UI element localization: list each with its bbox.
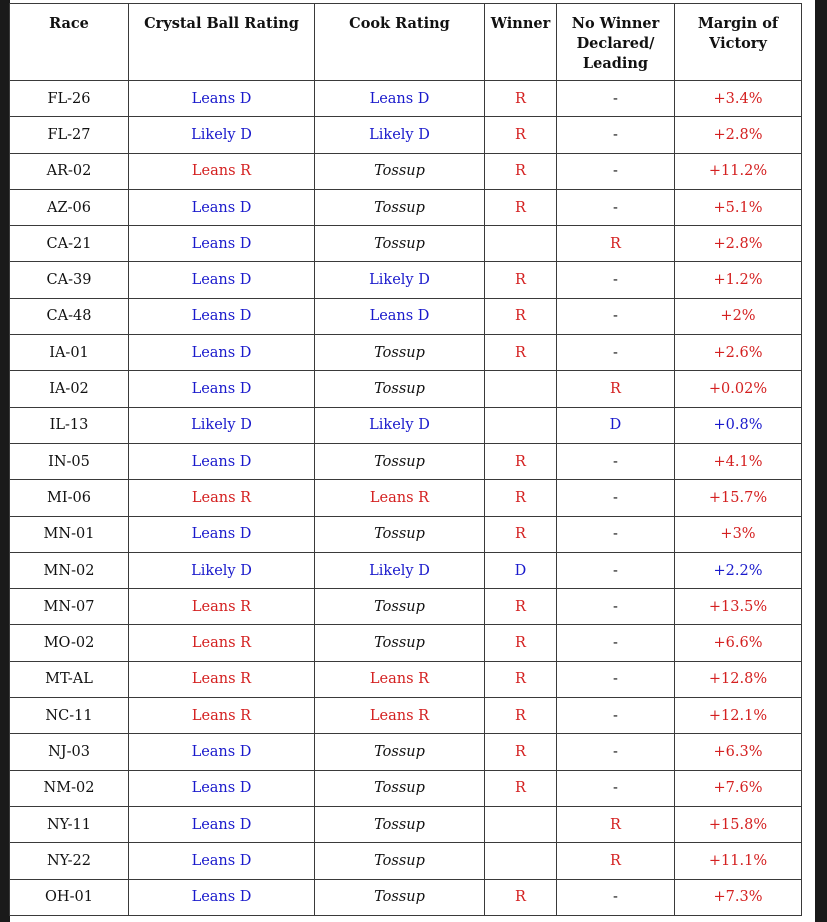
cell-margin: +12.1% bbox=[675, 698, 802, 734]
cell-winner bbox=[485, 843, 557, 879]
cell-margin: +11.1% bbox=[675, 843, 802, 879]
cell-crystal-ball-rating: Leans D bbox=[129, 443, 315, 479]
cell-crystal-ball-rating: Leans D bbox=[129, 770, 315, 806]
cell-leading: R bbox=[557, 806, 675, 842]
cell-leading: - bbox=[557, 625, 675, 661]
cell-winner: R bbox=[485, 153, 557, 189]
cell-race: IA-01 bbox=[10, 335, 129, 371]
cell-crystal-ball-rating: Leans D bbox=[129, 335, 315, 371]
cell-leading: - bbox=[557, 698, 675, 734]
cell-winner: R bbox=[485, 516, 557, 552]
cell-race: MO-02 bbox=[10, 625, 129, 661]
table-row bbox=[10, 516, 802, 552]
cell-winner: R bbox=[485, 298, 557, 334]
table-row bbox=[10, 335, 802, 371]
cell-winner: D bbox=[485, 552, 557, 588]
cell-cook-rating: Tossup bbox=[315, 153, 485, 189]
header-margin-of-victory: Margin of Victory bbox=[675, 4, 802, 81]
cell-crystal-ball-rating: Likely D bbox=[129, 117, 315, 153]
cell-winner: R bbox=[485, 335, 557, 371]
header-winner: Winner bbox=[485, 4, 557, 81]
table-row bbox=[10, 298, 802, 334]
cell-race: MN-01 bbox=[10, 516, 129, 552]
cell-winner: R bbox=[485, 262, 557, 298]
cell-crystal-ball-rating: Leans D bbox=[129, 226, 315, 262]
cell-race: FL-26 bbox=[10, 81, 129, 117]
cell-crystal-ball-rating: Leans R bbox=[129, 480, 315, 516]
cell-leading: R bbox=[557, 226, 675, 262]
cell-cook-rating: Likely D bbox=[315, 407, 485, 443]
table-row bbox=[10, 443, 802, 479]
table-row bbox=[10, 189, 802, 225]
cell-leading: - bbox=[557, 117, 675, 153]
cell-margin: +2.2% bbox=[675, 552, 802, 588]
cell-cook-rating: Tossup bbox=[315, 734, 485, 770]
table-row bbox=[10, 262, 802, 298]
cell-leading: R bbox=[557, 371, 675, 407]
cell-crystal-ball-rating: Likely D bbox=[129, 407, 315, 443]
cell-winner: R bbox=[485, 480, 557, 516]
cell-race: NY-11 bbox=[10, 806, 129, 842]
cell-crystal-ball-rating: Leans D bbox=[129, 371, 315, 407]
cell-crystal-ball-rating: Leans R bbox=[129, 625, 315, 661]
cell-cook-rating: Leans R bbox=[315, 480, 485, 516]
cell-margin: +6.3% bbox=[675, 734, 802, 770]
cell-leading: R bbox=[557, 843, 675, 879]
cell-winner: R bbox=[485, 698, 557, 734]
table-row bbox=[10, 226, 802, 262]
cell-crystal-ball-rating: Leans D bbox=[129, 516, 315, 552]
cell-crystal-ball-rating: Likely D bbox=[129, 552, 315, 588]
cell-cook-rating: Leans D bbox=[315, 81, 485, 117]
cell-leading: - bbox=[557, 770, 675, 806]
table-row bbox=[10, 407, 802, 443]
cell-cook-rating: Tossup bbox=[315, 843, 485, 879]
cell-leading: D bbox=[557, 407, 675, 443]
cell-race: IL-13 bbox=[10, 407, 129, 443]
cell-winner bbox=[485, 407, 557, 443]
cell-winner: R bbox=[485, 589, 557, 625]
table-row bbox=[10, 806, 802, 842]
cell-crystal-ball-rating: Leans D bbox=[129, 806, 315, 842]
cell-race: NY-22 bbox=[10, 843, 129, 879]
cell-race: AR-02 bbox=[10, 153, 129, 189]
cell-crystal-ball-rating: Leans R bbox=[129, 153, 315, 189]
table-row bbox=[10, 661, 802, 697]
table-row bbox=[10, 770, 802, 806]
table-body bbox=[10, 81, 802, 916]
cell-margin: +2.8% bbox=[675, 117, 802, 153]
cell-race: CA-48 bbox=[10, 298, 129, 334]
cell-margin: +7.3% bbox=[675, 879, 802, 915]
cell-winner: R bbox=[485, 770, 557, 806]
cell-margin: +1.2% bbox=[675, 262, 802, 298]
cell-cook-rating: Tossup bbox=[315, 625, 485, 661]
cell-cook-rating: Tossup bbox=[315, 189, 485, 225]
table-row bbox=[10, 371, 802, 407]
cell-leading: - bbox=[557, 480, 675, 516]
table-row bbox=[10, 589, 802, 625]
cell-leading: - bbox=[557, 661, 675, 697]
cell-leading: - bbox=[557, 189, 675, 225]
table-row bbox=[10, 843, 802, 879]
cell-margin: +2.8% bbox=[675, 226, 802, 262]
election-results-table bbox=[9, 3, 802, 916]
cell-winner bbox=[485, 371, 557, 407]
cell-race: IN-05 bbox=[10, 443, 129, 479]
table-row bbox=[10, 698, 802, 734]
cell-crystal-ball-rating: Leans D bbox=[129, 879, 315, 915]
cell-race: MN-07 bbox=[10, 589, 129, 625]
cell-race: NC-11 bbox=[10, 698, 129, 734]
cell-cook-rating: Tossup bbox=[315, 443, 485, 479]
cell-margin: +3% bbox=[675, 516, 802, 552]
cell-crystal-ball-rating: Leans D bbox=[129, 262, 315, 298]
table-row bbox=[10, 552, 802, 588]
cell-leading: - bbox=[557, 443, 675, 479]
table-row bbox=[10, 734, 802, 770]
cell-winner: R bbox=[485, 189, 557, 225]
cell-winner: R bbox=[485, 879, 557, 915]
cell-race: IA-02 bbox=[10, 371, 129, 407]
cell-cook-rating: Likely D bbox=[315, 552, 485, 588]
cell-winner bbox=[485, 226, 557, 262]
cell-race: AZ-06 bbox=[10, 189, 129, 225]
table-row bbox=[10, 81, 802, 117]
cell-winner bbox=[485, 806, 557, 842]
cell-crystal-ball-rating: Leans R bbox=[129, 661, 315, 697]
cell-cook-rating: Tossup bbox=[315, 371, 485, 407]
cell-crystal-ball-rating: Leans R bbox=[129, 589, 315, 625]
cell-winner: R bbox=[485, 81, 557, 117]
cell-race: CA-39 bbox=[10, 262, 129, 298]
cell-leading: - bbox=[557, 298, 675, 334]
table-row bbox=[10, 117, 802, 153]
cell-margin: +5.1% bbox=[675, 189, 802, 225]
cell-margin: +3.4% bbox=[675, 81, 802, 117]
cell-leading: - bbox=[557, 335, 675, 371]
cell-winner: R bbox=[485, 443, 557, 479]
header-crystal-ball-rating: Crystal Ball Rating bbox=[129, 4, 315, 81]
cell-margin: +13.5% bbox=[675, 589, 802, 625]
header-no-winner-declared: No Winner Declared/ Leading bbox=[557, 4, 675, 81]
cell-leading: - bbox=[557, 262, 675, 298]
cell-race: FL-27 bbox=[10, 117, 129, 153]
cell-margin: +7.6% bbox=[675, 770, 802, 806]
cell-winner: R bbox=[485, 734, 557, 770]
cell-cook-rating: Likely D bbox=[315, 117, 485, 153]
cell-race: NJ-03 bbox=[10, 734, 129, 770]
cell-winner: R bbox=[485, 117, 557, 153]
cell-leading: - bbox=[557, 879, 675, 915]
table-row bbox=[10, 480, 802, 516]
cell-leading: - bbox=[557, 516, 675, 552]
cell-winner: R bbox=[485, 625, 557, 661]
cell-leading: - bbox=[557, 81, 675, 117]
cell-margin: +4.1% bbox=[675, 443, 802, 479]
header-cook-rating: Cook Rating bbox=[315, 4, 485, 81]
cell-race: NM-02 bbox=[10, 770, 129, 806]
cell-margin: +11.2% bbox=[675, 153, 802, 189]
cell-crystal-ball-rating: Leans D bbox=[129, 189, 315, 225]
cell-cook-rating: Tossup bbox=[315, 806, 485, 842]
cell-cook-rating: Likely D bbox=[315, 262, 485, 298]
cell-crystal-ball-rating: Leans R bbox=[129, 698, 315, 734]
right-border-strip bbox=[815, 0, 827, 922]
cell-cook-rating: Leans R bbox=[315, 698, 485, 734]
cell-race: CA-21 bbox=[10, 226, 129, 262]
cell-cook-rating: Tossup bbox=[315, 589, 485, 625]
cell-margin: +6.6% bbox=[675, 625, 802, 661]
cell-race: MN-02 bbox=[10, 552, 129, 588]
cell-leading: - bbox=[557, 589, 675, 625]
cell-crystal-ball-rating: Leans D bbox=[129, 843, 315, 879]
cell-cook-rating: Tossup bbox=[315, 226, 485, 262]
cell-leading: - bbox=[557, 734, 675, 770]
table-row bbox=[10, 153, 802, 189]
cell-margin: +2.6% bbox=[675, 335, 802, 371]
cell-leading: - bbox=[557, 153, 675, 189]
table-row bbox=[10, 625, 802, 661]
cell-race: OH-01 bbox=[10, 879, 129, 915]
cell-margin: +2% bbox=[675, 298, 802, 334]
cell-leading: - bbox=[557, 552, 675, 588]
cell-cook-rating: Tossup bbox=[315, 770, 485, 806]
cell-race: MI-06 bbox=[10, 480, 129, 516]
cell-crystal-ball-rating: Leans D bbox=[129, 734, 315, 770]
cell-crystal-ball-rating: Leans D bbox=[129, 298, 315, 334]
cell-margin: +15.8% bbox=[675, 806, 802, 842]
cell-margin: +0.02% bbox=[675, 371, 802, 407]
cell-cook-rating: Tossup bbox=[315, 879, 485, 915]
header-race: Race bbox=[10, 4, 129, 81]
cell-crystal-ball-rating: Leans D bbox=[129, 81, 315, 117]
cell-margin: +15.7% bbox=[675, 480, 802, 516]
cell-race: MT-AL bbox=[10, 661, 129, 697]
header-row bbox=[10, 4, 802, 81]
cell-cook-rating: Tossup bbox=[315, 335, 485, 371]
cell-cook-rating: Leans R bbox=[315, 661, 485, 697]
cell-winner: R bbox=[485, 661, 557, 697]
cell-cook-rating: Leans D bbox=[315, 298, 485, 334]
cell-margin: +0.8% bbox=[675, 407, 802, 443]
table-row bbox=[10, 879, 802, 915]
cell-cook-rating: Tossup bbox=[315, 516, 485, 552]
cell-margin: +12.8% bbox=[675, 661, 802, 697]
